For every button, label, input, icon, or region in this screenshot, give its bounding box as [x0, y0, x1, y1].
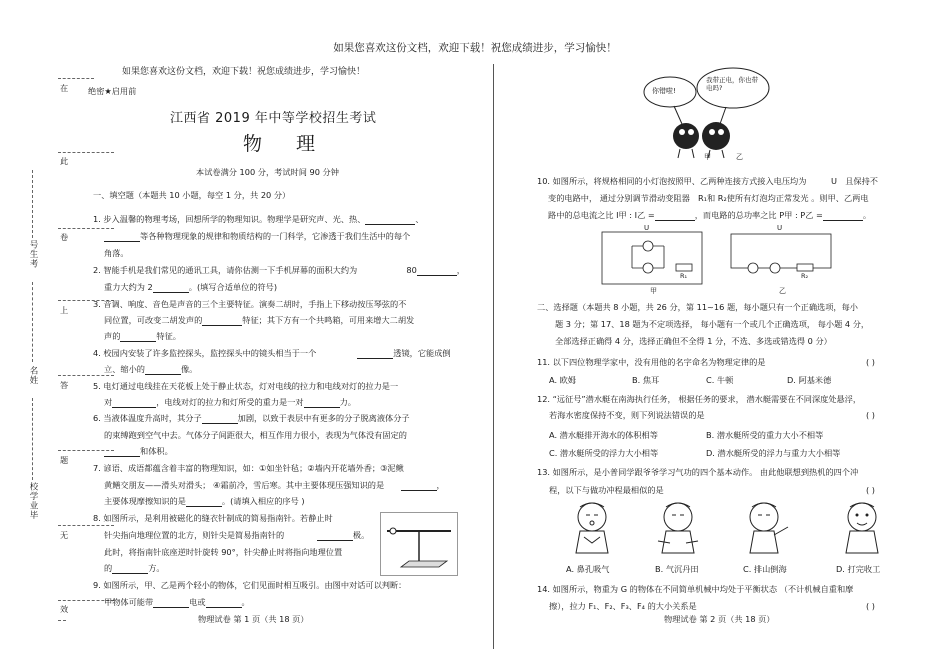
margin-label: 无: [60, 530, 69, 540]
compass-figure: [380, 512, 458, 576]
q7-line1: 7. 谚语、成语都蕴含着丰富的物理知识，如：①如坐针毡；②墙内开花墙外香；③泥鳅: [93, 463, 404, 473]
q4-line1: 4. 校园内安装了许多监控探头，监控探头中的镜头相当于一个 透镜，它能成倒: [93, 348, 451, 358]
q11-option-c: C. 牛顿: [706, 375, 734, 385]
q1-line2: 等各种物理现象的规律和物质结构的一门科学，它渗透于我们生活中的每个: [104, 231, 410, 242]
circuit-figure-yi: [727, 224, 837, 294]
circuit-jia-label: 甲: [650, 287, 657, 295]
section-1-heading: 一、填空题（本题共 10 小题，每空 1 分，共 20 分）: [93, 190, 291, 200]
margin-label: 在: [60, 83, 69, 93]
q9-line1: 9. 如图所示，甲、乙是两个轻小的物体，它们见面时相互吸引。由图中对话可以判断：: [93, 580, 407, 590]
q7-line2: 黄鳝交朋友——滑头对滑头； ④霜前冷，雪后寒。其中主要体现压强知识的是 ，: [104, 480, 445, 490]
q12-option-a: A. 潜水艇排开海水的体积相等: [549, 430, 658, 440]
circuit-yi-resistor: R₂: [801, 272, 809, 280]
cartoon-label-yi: 乙: [736, 153, 743, 161]
q2-line2: 重力大约为 2 。(填写合适单位的符号): [104, 282, 278, 292]
section-2-heading-line2: 题 3 分；第 17、18 题为不定项选择， 每小题有一个或几个正确选项， 每小题 4 分，: [555, 319, 870, 329]
q12-answer-paren: ( ): [866, 410, 875, 420]
q13-stem-line1: 13. 如图所示，是小普同学跟爷爷学习气功的四个基本动作。 由此他联想到热机的四个冲: [537, 467, 859, 477]
q6-line3: 和体积。: [104, 446, 173, 457]
q5-line2: 对 ，电线对灯的拉力和灯所受的重力是一对 力。: [104, 397, 356, 407]
q13-answer-paren: ( ): [866, 485, 875, 495]
q2-line1: 2. 智能手机是我们常见的通讯工具，请你估测一下手机屏幕的面积大约为 80 ，: [93, 265, 465, 275]
q11-option-b: B. 焦耳: [632, 375, 660, 385]
q6-line1: 6. 当液体温度升高时，其分子 加剧，以致于表层中有更多的分子脱离液体分子: [93, 413, 410, 423]
q4-line2: 立、缩小的 像。: [104, 364, 198, 374]
margin-rule: [58, 78, 94, 79]
q3-line1: 3. 音调、响度、音色是声音的三个主要特征。演奏二胡时，手指上下移动按压琴弦的不: [93, 299, 407, 309]
q11-stem: 11. 以下四位物理学家中，没有用他的名字命名为物理定律的是: [537, 357, 766, 367]
q1-line1: 1. 步入温馨的物理考场，回想所学的物理知识。物理学是研究声、光、热、 、: [93, 214, 424, 224]
margin-rule: [58, 375, 114, 376]
q14-answer-paren: ( ): [866, 601, 875, 611]
bubble-right-text: 我带正电，你也带电吗?: [706, 76, 758, 92]
q10-line1: 10. 如图所示，将规格相同的小灯泡按照甲、乙两种连接方式接入电压均为 U 且保持不: [537, 176, 878, 186]
binding-line: [32, 282, 33, 362]
bubble-left-text: 你错啦!: [652, 87, 676, 95]
circuit-jia-resistor: R₁: [680, 272, 688, 280]
circuit-jia-voltage: U: [644, 224, 650, 232]
circuit-yi-label: 乙: [779, 287, 786, 295]
subject-title: 物 理: [243, 133, 330, 155]
binding-label-school: 校学业毕: [28, 482, 38, 520]
q13-option-a: A. 鼻孔吸气: [566, 564, 610, 574]
q13-option-d: D. 打完收工: [836, 564, 881, 574]
binding-label-exam-number: 号生考: [28, 240, 38, 269]
exam-title: 江西省 2019 年中等学校招生考试: [170, 111, 377, 126]
q7-line3: 主要体现摩擦知识的是 。(请填入相应的序号 ): [104, 496, 305, 506]
charge-cartoon-figure: [640, 66, 775, 164]
margin-label: 题: [60, 455, 69, 465]
qigong-d-drawing: [836, 497, 888, 557]
qigong-figure-b: [652, 497, 704, 557]
binding-line: [32, 398, 33, 480]
margin-label: 卷: [60, 232, 69, 242]
compass-drawing: [381, 513, 457, 575]
margin-label: 效: [60, 604, 69, 614]
q14-stem-line1: 14. 如图所示，物重为 G 的物体在不同简单机械中均处于平衡状态 （不计机械自重和摩: [537, 584, 854, 594]
section-2-heading-line3: 全部选择正确得 4 分，选择正确但不全得 1 分，不选、多选或错选得 0 分）: [555, 336, 832, 346]
margin-rule: [58, 525, 114, 526]
q13-stem-line2: 程，以下与做功冲程最相似的是: [549, 485, 664, 495]
column-divider: [493, 64, 494, 649]
download-banner: 如果您喜欢这份文档，欢迎下载！祝您成绩进步，学习愉快！: [333, 42, 617, 54]
q12-stem-line1: 12. “远征号”潜水艇在南海执行任务， 根据任务的要求， 潜水艇需要在不同深度处悬浮，: [537, 394, 862, 404]
page-footer-left: 物理试卷 第 1 页（共 18 页）: [198, 614, 309, 624]
inner-banner: 如果您喜欢这份文档，欢迎下载！祝您成绩进步，学习愉快！: [122, 67, 366, 77]
secret-mark: 绝密★启用前: [88, 86, 137, 96]
q8-line1: 8. 如图所示，是利用被磁化的缝衣针制成的简易指南针。若静止时: [93, 513, 333, 523]
q12-option-c: C. 潜水艇所受的浮力大小相等: [549, 448, 659, 458]
q13-option-b: B. 气沉丹田: [655, 564, 699, 574]
q14-stem-line2: 擦），拉力 F₁、F₂、F₃、F₄ 的大小关系是: [549, 601, 697, 611]
q5-line1: 5. 电灯通过电线挂在天花板上处于静止状态，灯对电线的拉力和电线对灯的拉力是一: [93, 381, 399, 391]
margin-label: 上: [60, 305, 69, 315]
qigong-b-drawing: [652, 497, 704, 557]
cartoon-label-jia: 甲: [704, 153, 711, 161]
margin-label: 答: [60, 380, 69, 390]
margin-rule: [58, 228, 114, 229]
page-footer-right: 物理试卷 第 2 页（共 18 页）: [664, 614, 775, 624]
margin-rule: [58, 152, 114, 153]
q3-line2: 同位置，可改变二胡发声的 特征；其下方有一个共鸣箱，可用来增大二胡发: [104, 315, 415, 325]
q12-stem-line2: 若海水密度保持不变，则下列说法错误的是: [549, 410, 705, 420]
q1-line3: 角落。: [104, 248, 129, 258]
qigong-figure-a: [566, 497, 618, 557]
circuit-figure-jia: [598, 224, 708, 294]
q12-option-d: D. 潜水艇所受的浮力与重力大小相等: [706, 448, 841, 458]
qigong-a-drawing: [566, 497, 618, 557]
q8-line2: 针尖指向地理位置的北方，则针尖是简易指南针的 极。: [104, 530, 370, 540]
circuit-jia-drawing: [598, 224, 708, 294]
q3-line3: 声的 特征。: [104, 331, 181, 341]
qigong-figure-c: [738, 497, 790, 557]
q10-line2: 变的电路中， 通过分别调节滑动变阻器 R₁和 R₂使所有灯泡均正常发光 。则甲、乙两电: [548, 193, 869, 203]
q11-option-d: D. 阿基米德: [787, 375, 832, 385]
circuit-yi-voltage: U: [777, 224, 783, 232]
section-2-heading-line1: 二、选择题（本题共 8 小题，共 26 分，第 11~16 题，每小题只有一个正确选项，每小: [537, 302, 858, 312]
margin-label: 此: [60, 156, 69, 166]
exam-info: 本试卷满分 100 分，考试时间 90 分钟: [196, 167, 339, 177]
circuit-yi-drawing: [727, 224, 837, 294]
q8-line3: 此时，将指南针底座逆时针旋转 90°，针尖静止时将指向地理位置: [104, 547, 343, 557]
q8-line4: 的 方。: [104, 563, 165, 573]
q12-option-b: B. 潜水艇所受的重力大小不相等: [706, 430, 824, 440]
binding-label-name: 名姓: [28, 366, 38, 385]
binding-line: [32, 170, 33, 238]
qigong-c-drawing: [738, 497, 790, 557]
q9-line2: 甲物体可能带 电或 。: [104, 597, 250, 607]
q13-option-c: C. 排山倒海: [743, 564, 787, 574]
q11-answer-paren: ( ): [866, 357, 875, 367]
q11-option-a: A. 欧姆: [549, 375, 577, 385]
q6-line2: 的束缚跑到空气中去。气体分子间距很大，相互作用力很小，表现为气体没有固定的: [104, 430, 407, 440]
qigong-figure-d: [836, 497, 888, 557]
q10-line3: 路中的总电流之比 I甲 : I乙 = ，而电路的总功率之比 P甲 : P乙 = 。: [548, 210, 872, 220]
margin-rule: [58, 620, 66, 621]
